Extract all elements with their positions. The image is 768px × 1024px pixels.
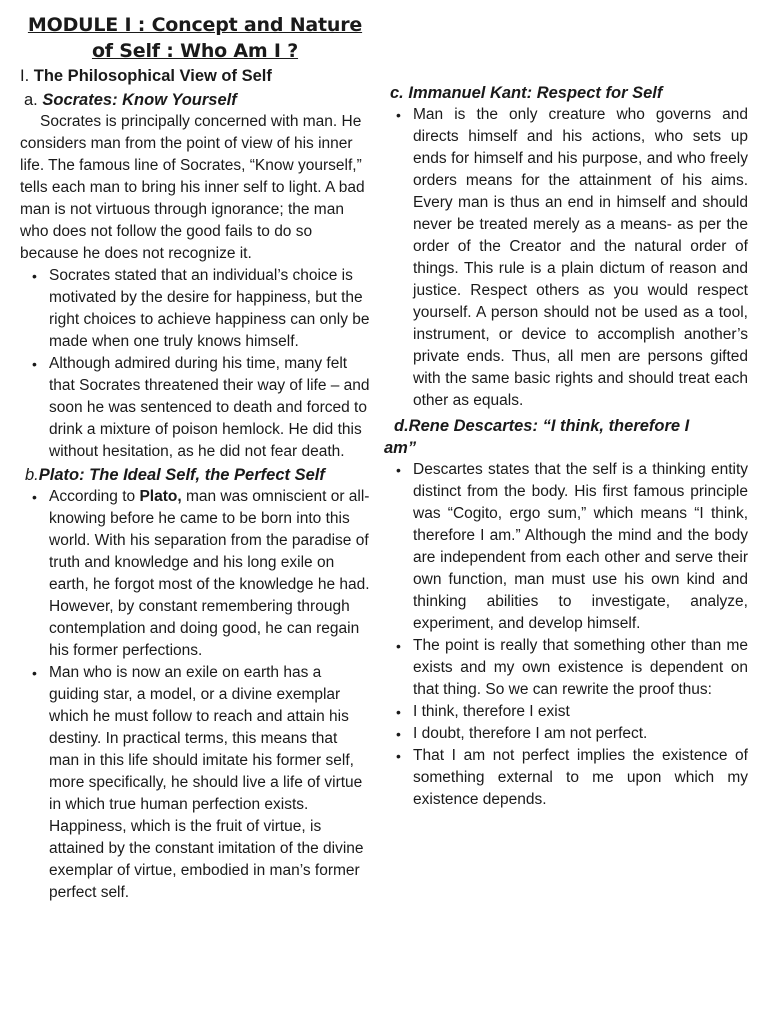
- plato-bullet1-post: man was omniscient or all-knowing before he came to be born into this world. With his separation from the paradise of truth and knowledge and his long exile on earth, he forgot most of the knowledge he had. However, by constant remembering through contemplation and doing good, he can regain his former perfections.: [49, 488, 370, 659]
- descartes-heading-line2: am”: [384, 439, 417, 457]
- bullet-glyph: •: [32, 665, 37, 681]
- list-item: [20, 265, 370, 353]
- list-item: [20, 353, 370, 463]
- list-item: [384, 723, 748, 745]
- list-item-text: I think, therefore I exist: [413, 703, 570, 720]
- bullet-glyph: •: [396, 726, 401, 742]
- list-item-text: Descartes states that the self is a thinking entity distinct from the body. His first famous principle was “Cogito, ergo sum,” which means “I think, therefore I am.” Although the mind and the body are independent from each other and serve their own function, man must use his own kind and thinking abilities to investigate, analyze, experiment, and develop himself.: [413, 461, 748, 632]
- section-title: The Philosophical View of Self: [33, 67, 272, 85]
- list-item: [384, 701, 748, 723]
- list-item-text: I doubt, therefore I am not perfect.: [413, 725, 648, 742]
- bullet-glyph: •: [396, 462, 401, 478]
- module-title: [20, 12, 370, 64]
- bullet-glyph: •: [396, 704, 401, 720]
- socrates-heading: [20, 89, 370, 111]
- list-item-text: Man is the only creature who governs and directs himself and his actions, who sets up ends for himself and his purpose, and who freely orders means for the attainment of his aims. Every man is thus an end in himself and should never be treated merely as a means- as per the order of the Creator and the natural order of things. This rule is a plain dictum of reason and justice. Respect others as you would respect yourself. A person should not be used as a tool, instrument, or device to accomplish another’s private ends. Thus, all men are persons gifted with the same basic rights and should treat each other as equals.: [413, 106, 748, 409]
- plato-heading: [20, 464, 370, 486]
- socrates-bullet-list: [20, 265, 370, 463]
- kant-title: Immanuel Kant: Respect for Self: [408, 84, 663, 102]
- plato-letter: b.: [25, 466, 39, 484]
- plato-bullet1-pre: According to: [49, 488, 140, 505]
- descartes-bullet-list: [384, 459, 748, 811]
- plato-bullet-list: [20, 486, 370, 904]
- module-title-line1: MODULE I : Concept and Nature: [27, 14, 363, 36]
- kant-bullet-list: [384, 104, 748, 412]
- section-number: I.: [20, 67, 30, 85]
- bullet-glyph: •: [32, 268, 37, 284]
- list-item-text: [49, 488, 370, 659]
- bullet-glyph: •: [396, 748, 401, 764]
- list-item-text: Although admired during his time, many felt that Socrates threatened their way of life – and soon he was sentenced to death and forced to drink a mixture of poison hemlock. He did this without hesitation, as he did not fear death.: [49, 355, 370, 460]
- bullet-glyph: •: [396, 107, 401, 123]
- plato-title: Plato: The Ideal Self, the Perfect Self: [38, 466, 325, 484]
- section-heading: [20, 65, 370, 87]
- descartes-heading: [384, 415, 748, 459]
- descartes-heading-line1: d.Rene Descartes: “I think, therefore I: [394, 417, 690, 435]
- list-item-text: Man who is now an exile on earth has a guiding star, a model, or a divine exemplar which he must follow to reach and attain his destiny. In practical terms, this means that man in this life should imitate his former self, more specifically, he should live a life of virtue in which true human perfection exists. Happiness, which is the fruit of virtue, is attained by the constant imitation of the divine exemplar of virtue, embodied in man’s former perfect self.: [49, 664, 364, 901]
- bullet-glyph: •: [32, 489, 37, 505]
- kant-heading: [384, 82, 748, 104]
- list-item-text: The point is really that something other than me exists and my own existence is dependent on that thing. So we can rewrite the proof thus:: [413, 637, 748, 698]
- list-item-text: Socrates stated that an individual’s choice is motivated by the desire for happiness, but the right choices to achieve happiness can only be made when one truly knows himself.: [49, 267, 370, 350]
- plato-name-bold: Plato,: [139, 488, 182, 505]
- socrates-paragraph: [20, 111, 370, 265]
- socrates-paragraph-text: Socrates is principally concerned with man. He considers man from the point of view of his inner life. The famous line of Socrates, “Know yourself,” tells each man to bring his inner self to light. A bad man is not virtuous through ignorance; the man who does not follow the good fails to do so because he does not recognize it.: [20, 113, 365, 262]
- list-item-text: That I am not perfect implies the existence of something external to me upon which my existence depends.: [413, 747, 748, 808]
- module-title-line2: of Self : Who Am I ?: [91, 40, 299, 62]
- socrates-letter: a.: [24, 91, 38, 109]
- list-item: [384, 459, 748, 635]
- left-column: [20, 0, 370, 904]
- list-item: [384, 635, 748, 701]
- kant-letter: c.: [390, 84, 404, 102]
- right-column: [384, 0, 748, 811]
- socrates-title: Socrates: Know Yourself: [42, 91, 237, 109]
- list-item: [20, 662, 370, 904]
- bullet-glyph: •: [32, 356, 37, 372]
- list-item: [384, 104, 748, 412]
- list-item: [20, 486, 370, 662]
- bullet-glyph: •: [396, 638, 401, 654]
- list-item: [384, 745, 748, 811]
